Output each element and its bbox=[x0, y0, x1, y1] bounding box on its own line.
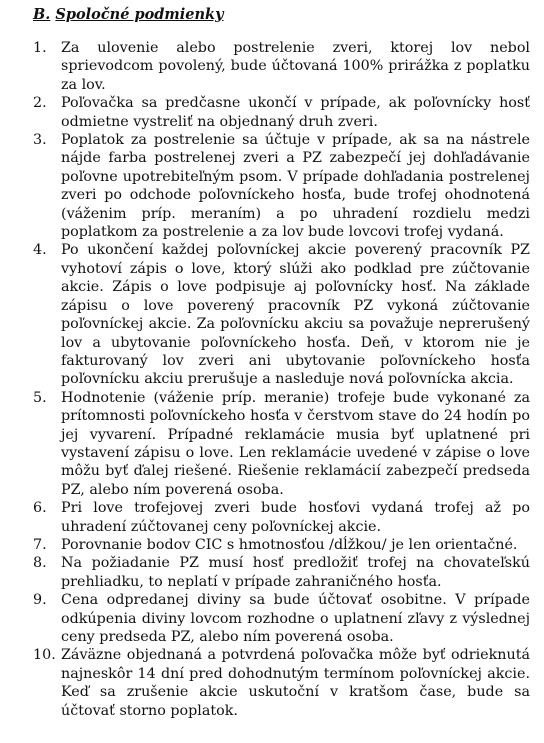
list-item-number: 7. bbox=[33, 536, 47, 553]
list-item-number: 8. bbox=[33, 555, 47, 572]
list-item-number: 9. bbox=[33, 592, 47, 609]
list-item-number: 5. bbox=[33, 389, 47, 406]
list-item bbox=[33, 591, 530, 646]
list-item-text: Hodnotenie (váženie príp. meranie) trofeje bude vykonané za prítomnosti poľovníckeho hosťa v čerstvom stave do 24 hodín po jej vyvarení. Prípadné reklamácie musia byť uplatnené pri vystavení zápisu o love. Len reklamácie uvedené v zápise o love môžu byť ďalej riešené. Riešenie reklamácií zabezpečí predseda PZ, alebo ním poverená osoba. bbox=[61, 389, 530, 498]
list-item bbox=[33, 499, 530, 536]
list-item bbox=[33, 389, 530, 499]
list-item bbox=[33, 131, 530, 241]
list-item-number: 6. bbox=[33, 500, 47, 517]
list-item-text: Záväzne objednaná a potvrdená poľovačka môže byť odrieknutá najneskôr 14 dní pred dohodnutým termínom poľovníckej akcie. Keď sa zrušenie akcie uskutoční v kratšom čase, bude sa účtovať storno poplatok. bbox=[61, 647, 530, 719]
list-item-text: Cena odpredanej diviny sa bude účtovať osobitne. V prípade odkúpenia diviny lovcom rozhodne o uplatnení zľavy z výslednej ceny predseda PZ, alebo ním poverená osoba. bbox=[61, 592, 530, 645]
list-item-number: 3. bbox=[33, 132, 47, 149]
list-item-text: Poplatok za postrelenie sa účtuje v prípade, ak sa na nástrele nájde farba postrelenej zveri a PZ zabezpečí jej dohľadávanie poľovne upotrebiteľným psom. V prípade dohľadania postrelenej zveri po odchode poľovníckeho hosťa, bude trofej ohodnotená (váženim príp. meraním) a po uhradení rozdielu medzi poplatkom za postrelenie a za lov bude lovcovi trofej vydaná. bbox=[61, 132, 530, 241]
list-item bbox=[33, 94, 530, 131]
list-item-text: Za ulovenie alebo postrelenie zveri, ktorej lov nebol sprievodcom povolený, bude účtovaná 100% prirážka z poplatku za lov. bbox=[61, 40, 530, 93]
list-item bbox=[33, 554, 530, 591]
list-item bbox=[33, 241, 530, 388]
section-label: B. bbox=[33, 6, 51, 23]
list-item-text: Na požiadanie PZ musí hosť predložiť trofej na chovateľskú prehliadku, to neplatí v prípade zahraničného hosťa. bbox=[61, 555, 530, 590]
list-item-text: Poľovačka sa predčasne ukončí v prípade, ak poľovnícky hosť odmietne vystreliť na objednaný druh zveri. bbox=[61, 95, 530, 130]
list-item bbox=[33, 646, 530, 720]
list-item-number: 2. bbox=[33, 95, 47, 112]
list-item-number: 10. bbox=[33, 647, 56, 664]
list-item-number: 1. bbox=[33, 40, 47, 56]
conditions-list bbox=[33, 39, 530, 720]
section-title: Spoločné podmienky bbox=[55, 6, 224, 23]
section-heading bbox=[33, 6, 224, 24]
list-item-text: Po ukončení každej poľovníckej akcie poverený pracovník PZ vyhotoví zápis o love, ktorý slúži ako podklad pre zúčtovanie akcie. Zápis o love podpisuje aj poľovnícky hosť. Na základe zápisu o love poverený pracovník PZ vykoná zúčtovanie poľovníckej akcie. Za poľovnícku akciu sa považuje neprerušený lov a ubytovanie poľovníckeho hosťa. Deň, v ktorom nie je fakturovaný lov zveri ani ubytovanie poľovníckeho hosťa poľovnícku akciu prerušuje a nasleduje nová poľovnícka akcia. bbox=[61, 242, 530, 388]
list-item bbox=[33, 536, 530, 554]
list-item-text: Porovnanie bodov CIC s hmotnosťou /dĺžkou/ je len orientačné. bbox=[61, 536, 518, 553]
list-item-text: Pri love trofejovej zveri bude hosťovi vydaná trofej až po uhradení zúčtovanej ceny poľovníckej akcie. bbox=[61, 500, 530, 535]
list-item-number: 4. bbox=[33, 242, 47, 259]
list-item bbox=[33, 39, 530, 94]
